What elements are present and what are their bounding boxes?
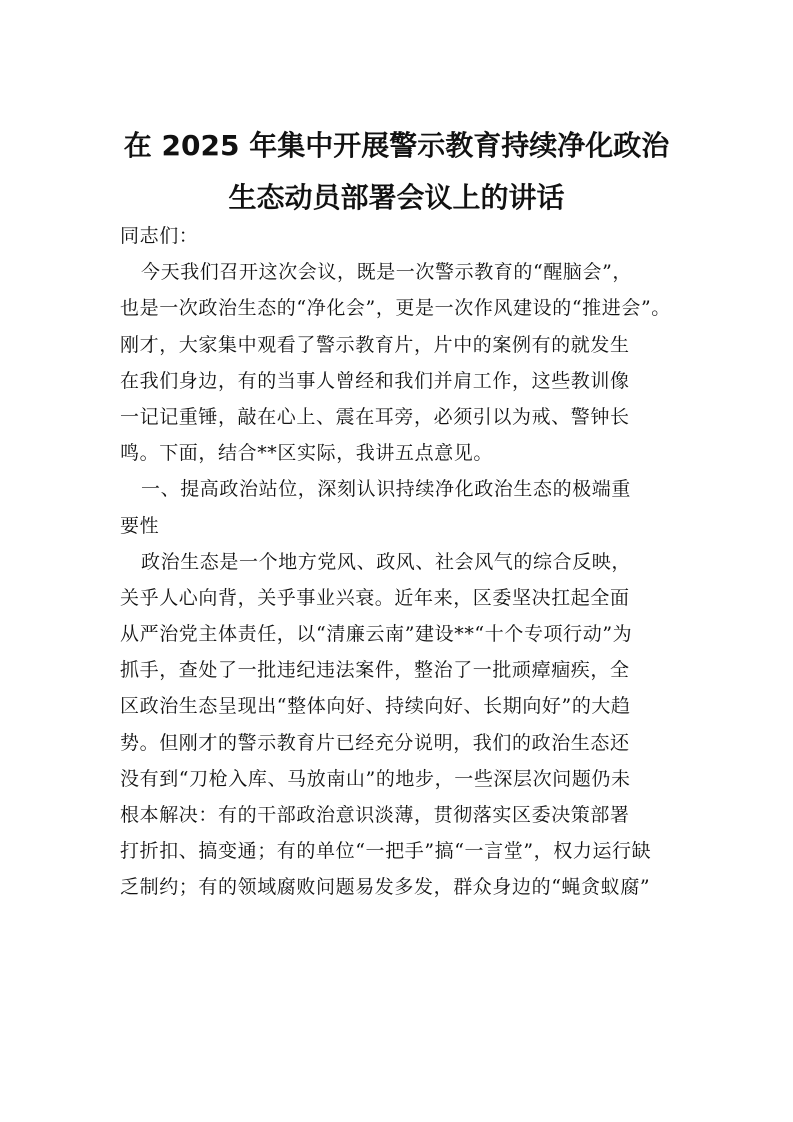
body-line: 区政治生态呈现出“整体向好、持续向好、长期向好”的大趋 [120,695,631,718]
body-line: 一记记重锤，敲在心上、震在耳旁，必须引以为戒、警钟长 [120,405,630,428]
body-line: 也是一次政治生态的“净化会”，更是一次作风建设的“推进会”。 [120,297,671,320]
section-heading-line: 一、提高政治站位，深刻认识持续净化政治生态的极端重 [141,478,632,501]
body-line: 根本解决：有的干部政治意识淡薄，贯彻落实区委决策部署 [120,804,630,826]
body-line: 抓手，查处了一批违纪违法案件，整治了一批顽瘴痼疾，全 [120,659,630,682]
body-line: 在我们身边，有的当事人曾经和我们并肩工作，这些教训像 [120,369,630,392]
document-title [80,120,713,224]
body-line: 今天我们召开这次会议，既是一次警示教育的“醒脑会”， [141,261,633,284]
body-line: 政治生态是一个地方党风、政风、社会风气的综合反映， [141,550,632,573]
section-heading-line: 要性 [120,514,160,537]
body-line: 乏制约；有的领域腐败问题易发多发，群众身边的“蝇贪蚁腐” [120,876,651,899]
body-line: 从严治党主体责任，以“清廉云南”建设**“十个专项行动”为 [120,623,633,646]
title-line-2: 生态动员部署会议上的讲话 [228,181,565,214]
body-line: 没有到“刀枪入库、马放南山”的地步，一些深层次问题仍未 [120,767,631,790]
body-line: 势。但刚才的警示教育片已经充分说明，我们的政治生态还 [120,731,630,754]
body-line: 鸣。下面，结合**区实际，我讲五点意见。 [120,442,494,465]
body-line: 同志们： [120,225,199,247]
body-line: 刚才，大家集中观看了警示教育片，片中的案例有的就发生 [120,333,630,356]
document-body [120,218,680,906]
body-line: 关乎人心向背，关乎事业兴衰。近年来，区委坚决扛起全面 [120,586,630,609]
title-line-1: 在 2025 年集中开展警示教育持续净化政治 [123,129,670,162]
body-line: 打折扣、搞变通；有的单位“一把手”搞“一言堂”，权力运行缺 [120,840,652,863]
